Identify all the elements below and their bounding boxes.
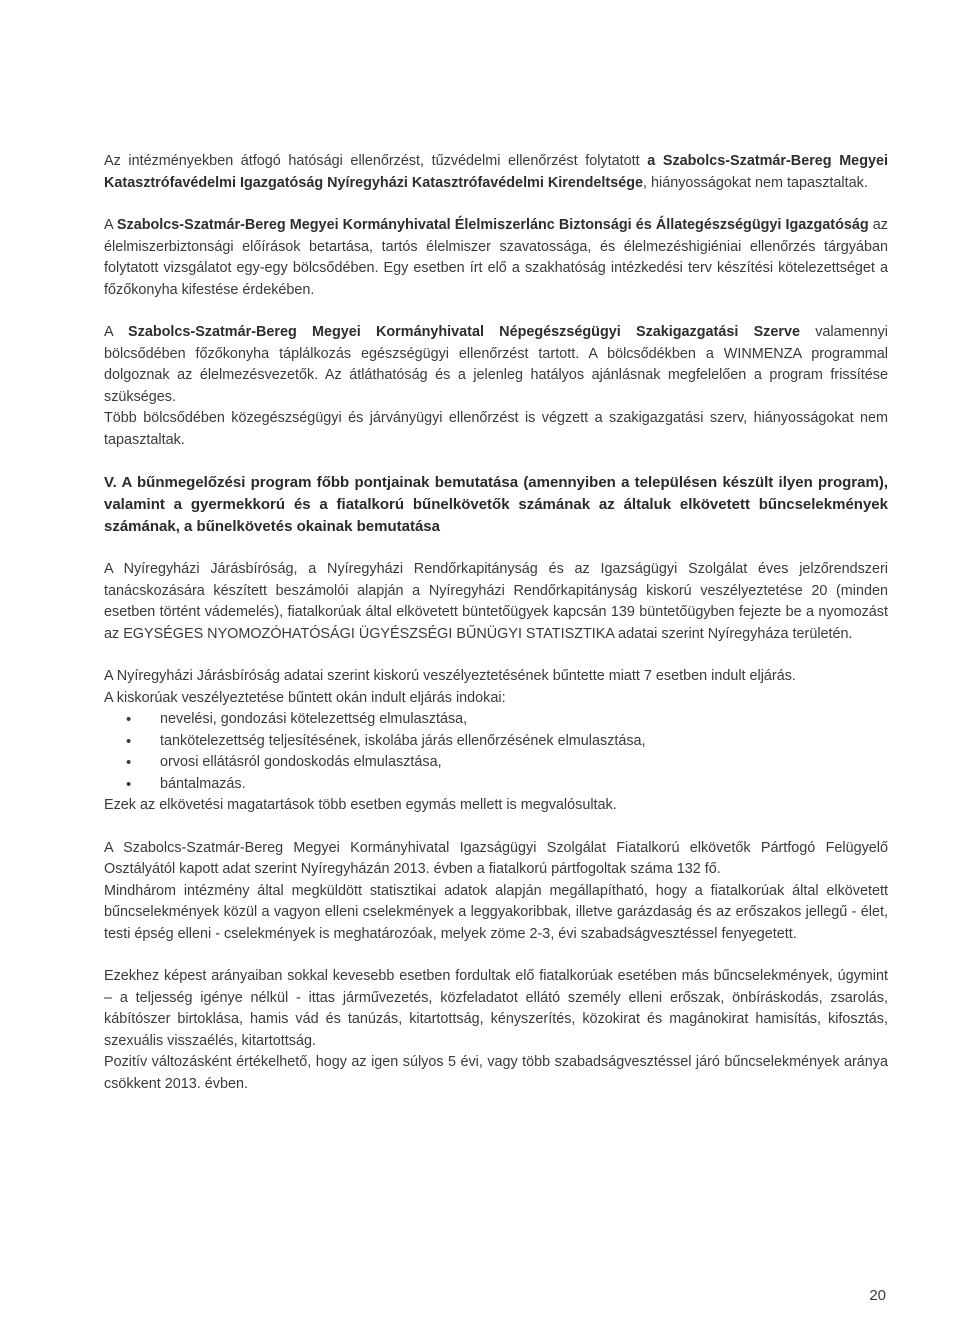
bullet-icon: • [126, 732, 132, 750]
spacer [104, 945, 888, 966]
paragraph-kozegeszsegugy: Több bölcsődében közegészségügyi és járványügyi ellenőrzést is végzett a szakigazgatási szerv, hiányosságokat nem tapasztaltak. [104, 410, 888, 448]
page-content [104, 151, 888, 1095]
spacer [104, 538, 888, 559]
paragraph-statisztika: Mindhárom intézmény által megküldött statisztikai adatok alapján megállapítható, hogy a fiatalkorúak által elkövetett bűncselekmények közül a vagyon elleni cselekmények a leggyakoribbak, illetve garázdaság és az erőszakos jellegű - élet, testi épség elleni - cselekmények is meghatározóak, melyek zöme 2-3, évi szabadságvesztéssel fenyegetett. [104, 882, 888, 942]
section-heading: V. A bűnmegelőzési program főbb pontjainak bemutatása (amennyiben a településen készült ilyen program), valamint a gyermekkorú és a fiatalkorú bűnelkövetők számának az általuk elkövetett bűncselekmények számának, a bűnelkövetés okainak bemutatása [104, 474, 888, 535]
bullet-icon: • [126, 775, 132, 793]
paragraph-magatartasok: Ezek az elkövetési magatartások több esetben egymás mellett is megvalósultak. [104, 797, 617, 813]
paragraph-pozitiv-valtozas: Pozitív változásként értékelhető, hogy az igen súlyos 5 évi, vagy több szabadságvesztéssel járó bűncselekmények aránya csökkent 2013. évben. [104, 1054, 888, 1092]
bullet-icon: • [126, 711, 132, 728]
paragraph-elelmiszerlanc: A Szabolcs-Szatmár-Bereg Megyei Kormányhivatal Élelmiszerlánc Biztonsági és Állategészségügyi Igazgatóság az élelmiszerbiztonsági előírások betartása, tartós élelmiszer szavatossága, és élelmezéshigiéniai ellenőrzés tárgyában folytatott vizsgálatot egy-egy bölcsődében. Egy esetben írt elő a szakhatóság intézkedési terv készítési kötelezettséget a főzőkonyha kifestése érdekében. [104, 217, 888, 298]
spacer [104, 451, 888, 472]
paragraph-indokok-intro: A kiskorúak veszélyeztetése bűntett okán indult eljárás indokai: [104, 689, 506, 706]
spacer [104, 645, 888, 666]
reasons-list [104, 709, 888, 795]
list-item: • bántalmazás. [104, 774, 888, 796]
paragraph-nepegeszsegugy: A Szabolcs-Szatmár-Bereg Megyei Kormányhivatal Népegészségügyi Szakigazgatási Szerve valamennyi bölcsődében főzőkonyha táplálkozás egészségügyi ellenőrzést tartott. A bölcsődékben a WINMENZA programmal dolgoznak az élelmezésvezetők. Az átláthatóság és a jelenleg hatályos ajánlásnak megfelelően a program frissítése szükséges. [104, 324, 888, 405]
list-item: • orvosi ellátásról gondoskodás elmulasztása, [104, 752, 888, 774]
list-item: • nevelési, gondozási kötelezettség elmulasztása, [104, 709, 888, 731]
paragraph-katasztrofavedelem: Az intézményekben átfogó hatósági ellenőrzést, tűzvédelmi ellenőrzést folytatott a Szabolcs-Szatmár-Bereg Megyei Katasztrófavédelmi Igazgatóság Nyíregyházi Katasztrófavédelmi Kirendeltsége, hiányosságokat nem tapasztaltak. [104, 153, 888, 191]
spacer [104, 817, 888, 838]
spacer [104, 301, 888, 322]
paragraph-partfogo: A Szabolcs-Szatmár-Bereg Megyei Kormányhivatal Igazságügyi Szolgálat Fiatalkorú elkövetők Pártfogó Felügyelő Osztályától kapott adat szerint Nyíregyházán 2013. évben a fiatalkorú pártfogoltak száma 132 fő. [104, 839, 888, 877]
bullet-icon: • [126, 754, 132, 771]
spacer [104, 194, 888, 215]
paragraph-jelzorendszer: A Nyíregyházi Járásbíróság, a Nyíregyházi Rendőrkapitányság és az Igazságügyi Szolgálat éves jelzőrendszeri tanácskozására készített beszámolói alapján a Nyíregyházi Rendőrkapitányság kiskorú veszélyeztetése 20 (minden esetben történt vádemelés), fiatalkorúak által elkövetett büntetőügyek kapcsán 139 büntetőügyben fejezte be a nyomozást az EGYSÉGES NYOMOZÓHATÓSÁGI ÜGYÉSZSÉGI BŰNÜGYI STATISZTIKA adatai szerint Nyíregyháza területén. [104, 561, 888, 642]
page-number: 20 [869, 1287, 886, 1304]
paragraph-jarasbirosag: A Nyíregyházi Járásbíróság adatai szerint kiskorú veszélyeztetésének bűntette miatt 7 esetben indult eljárás. [104, 668, 796, 684]
paragraph-egyeb-buncselekmenyek: Ezekhez képest arányaiban sokkal kevesebb esetben fordultak elő fiatalkorúak esetében más bűncselekmények, úgymint – a teljesség igénye nélkül - ittas járművezetés, közfeladatot ellátó személy elleni erőszak, önbíráskodás, zsarolás, kábítószer birtoklása, hamis vád és tanúzás, kitartottság, kényszerítés, közokirat és magánokirat hamisítás, kifosztás, szexuális visszaélés, kitartottság. [104, 968, 888, 1049]
list-item: • tankötelezettség teljesítésének, iskolába járás ellenőrzésének elmulasztása, [104, 731, 888, 753]
